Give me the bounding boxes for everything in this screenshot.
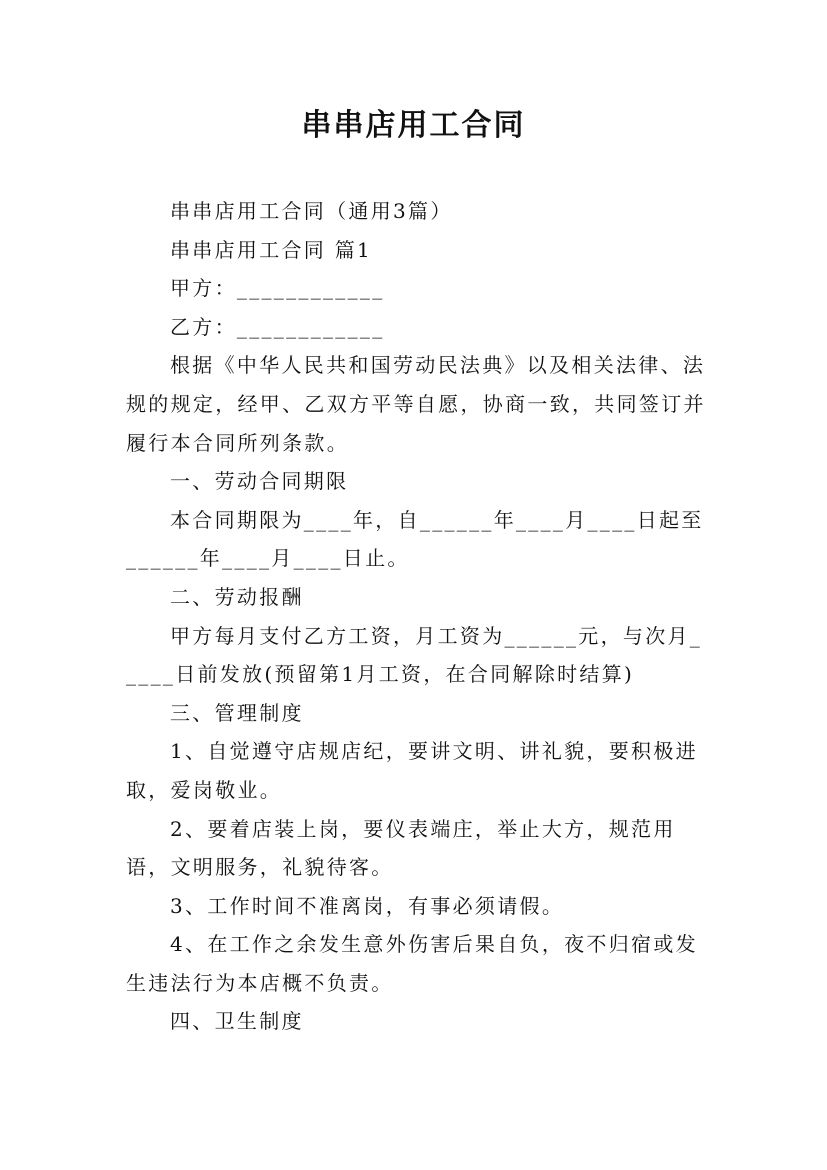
- paragraph-party-b: 乙方：____________: [170, 314, 385, 339]
- paragraph-party-a: 甲方：____________: [170, 276, 385, 301]
- paragraph-rule-2: 2、要着店装上岗，要仪表端庄，举止大方，规范用语，文明服务，礼貌待客。: [126, 816, 676, 880]
- paragraph-rule-1: 1、自觉遵守店规店纪，要讲文明、讲礼貌，要积极进取，爱岗敬业。: [126, 739, 698, 802]
- paragraph-section-heading: 串串店用工合同 篇1: [170, 237, 373, 262]
- heading-contract-term: 一、劳动合同期限: [170, 469, 349, 494]
- heading-remuneration: 二、劳动报酬: [170, 584, 304, 609]
- paragraph-preamble: 根据《中华人民共和国劳动民法典》以及相关法律、法规的规定，经甲、乙双方平等自愿，协商一致，共同签订并履行本合同所列条款。: [126, 353, 706, 455]
- heading-management: 三、管理制度: [170, 700, 304, 725]
- document-body: [126, 192, 708, 1041]
- heading-hygiene: 四、卫生制度: [170, 1009, 304, 1034]
- paragraph-rule-3: 3、工作时间不准离岗，有事必须请假。: [170, 893, 565, 918]
- document-title: 串串店用工合同: [301, 108, 526, 143]
- paragraph-subtitle: 串串店用工合同（通用3篇）: [170, 199, 453, 223]
- paragraph-contract-term: 本合同期限为____年，自______年____月____日起至______年____月____日止。: [126, 507, 704, 571]
- paragraph-rule-4: 4、在工作之余发生意外伤害后果自负，夜不归宿或发生违法行为本店概不负责。: [126, 932, 698, 995]
- paragraph-remuneration: 甲方每月支付乙方工资，月工资为______元，与次月_____日前发放(预留第1月工资，在合同解除时结算): [126, 623, 703, 687]
